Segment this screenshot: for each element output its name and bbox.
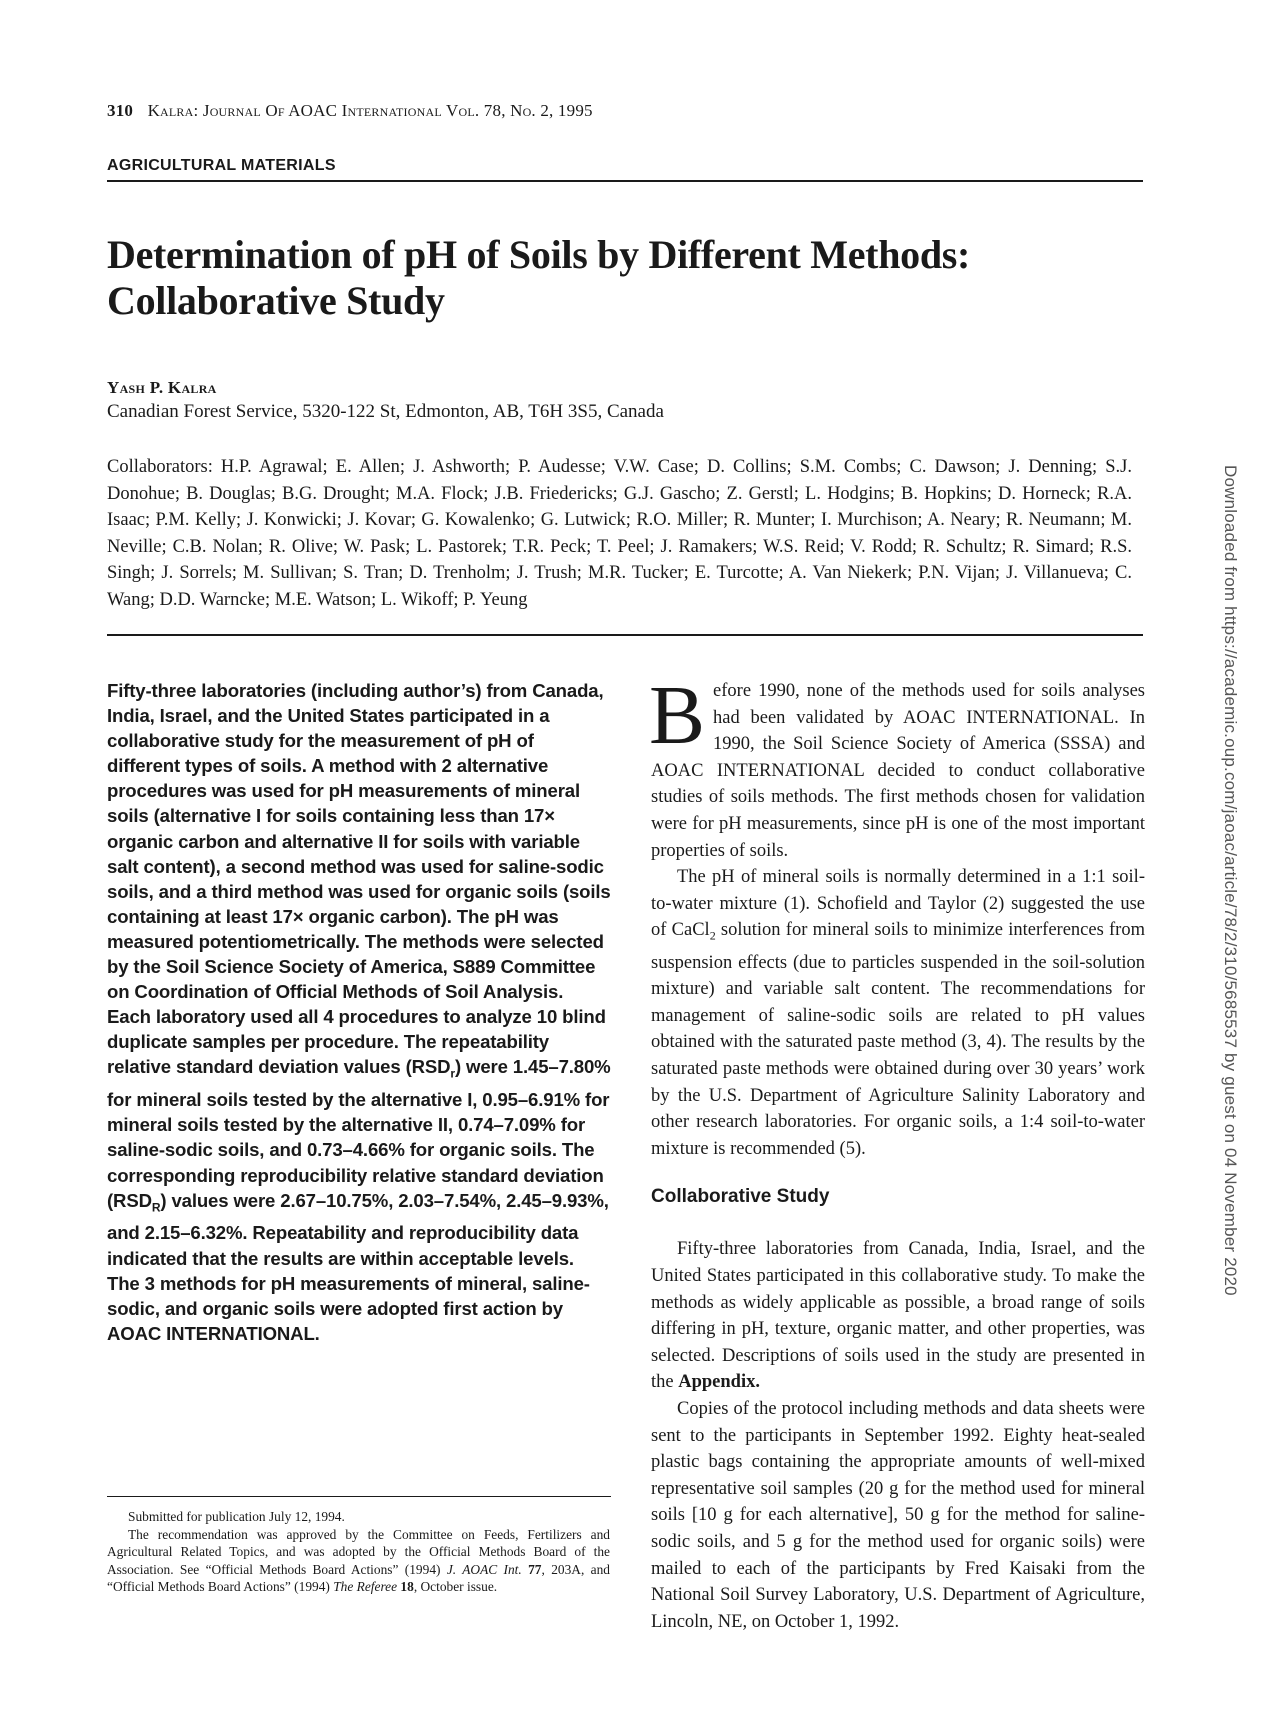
journal-citation: Kalra: Journal Of AOAC International Vol. 78, No. 2, 1995 — [147, 101, 593, 120]
collaborators-list: Collaborators: H.P. Agrawal; E. Allen; J. Ashworth; P. Audesse; V.W. Case; D. Collins; S.M. Combs; C. Dawson; J. Denning; S.J. Donohue; B. Douglas; B.G. Drought; M.A. Flock; J.B. Friedericks; G.J. Gascho; Z. Gerstl; L. Hodgins; B. Hopkins; D. Horneck; R.A. Isaac; P.M. Kelly; J. Konwicki; J. Kovar; G. Kowalenko; G. Lutwick; R.O. Miller; R. Munter; I. Murchison; A. Neary; R. Neumann; M. Neville; C.B. Nolan; R. Olive; W. Pask; L. Pastorek; T.R. Peck; T. Peel; J. Ramakers; W.S. Reid; V. Rodd; R. Schultz; R. Simard; R.S. Singh; J. Sorrels; M. Sullivan; S. Tran; D. Trenholm; J. Trush; M.R. Tucker; E. Turcotte; A. Van Niekerk; P.N. Vijan; J. Villanueva; C. Wang; D.D. Warncke; M.E. Watson; L. Wikoff; P. Yeung — [107, 457, 1132, 610]
intro-text: efore 1990, none of the methods used for soils analyses had been validated by AOAC INTERNATIONAL. In 1990, the Soil Science Society of America (SSSA) and AOAC INTERNATIONAL decided to conduct collaborative studies of soils methods. The first methods chosen for validation were for pH measurements, since pH is one of the most important properties of soils. — [651, 681, 1145, 861]
section-label: AGRICULTURAL MATERIALS — [107, 157, 336, 174]
footnote-vol-a: 77 — [521, 1561, 542, 1577]
footnote-rec-c: , October issue. — [413, 1579, 498, 1594]
ph-text-a: The pH of mineral soils is normally determined in a 1:1 soil-to-water mixture (1). Schofield and Taylor (2) suggested the use of CaCl — [651, 867, 1145, 941]
labs-text: Fifty-three laboratories from Canada, India, Israel, and the United States participated in this collaborative study. To make the methods as widely applicable as possible, a broad range of soils differing in pH, texture, organic matter, and other properties, was selected. Descriptions of soils used in the study are presented in the — [651, 1239, 1145, 1393]
drop-cap: B — [649, 669, 706, 762]
ph-sub: 2 — [709, 929, 716, 944]
footnote-journal-b: The Referee — [333, 1579, 398, 1594]
labs-paragraph — [651, 1236, 1145, 1396]
abstract-text-3: ) values were 2.67–10.75%, 2.03–7.54%, 2.45–9.93%, and 2.15–6.32%. Repeatability and reproducibility data indicated that the results are within acceptable levels. The 3 methods for pH measurements of mineral, saline-sodic, and organic soils were adopted first action by AOAC INTERNATIONAL. — [107, 1189, 609, 1344]
intro-paragraph — [649, 669, 1145, 864]
section-rule — [107, 180, 1143, 182]
footnote-journal-a: J. AOAC Int. — [446, 1561, 522, 1577]
footnote-submitted: Submitted for publication July 12, 1994. — [128, 1509, 345, 1524]
abstract-sub-R: R — [151, 1200, 161, 1215]
page-number: 310 — [107, 101, 134, 120]
collaborative-study-heading: Collaborative Study — [651, 1186, 830, 1208]
footnotes — [107, 1508, 610, 1596]
running-head — [107, 101, 593, 121]
footnote-recommendation — [107, 1526, 610, 1596]
abstract-text-2: ) were 1.45–7.80% for mineral soils tested by the alternative I, 0.95–6.91% for mineral soils tested by the alternative II, 0.74–7.09% for saline-sodic soils, and 0.73–4.66% for organic soils. The corresponding reproducibility relative standard deviation (RSD — [107, 1056, 611, 1211]
ph-paragraph — [651, 864, 1145, 1162]
abstract-text-1: Fifty-three laboratories (including author’s) from Canada, India, Israel, and the United States participated in a collaborative study for the measurement of pH of different types of soils. A method with 2 alternative procedures was used for pH measurements of mineral soils (alternative I for soils containing less than 17× organic carbon and alternative II for soils with variable salt content), a second method was used for saline-sodic soils, and a third method was used for organic soils (soils containing at least 17× organic carbon). The pH was measured potentiometrically. The methods were selected by the Soil Science Society of America, S889 Committee on Coordination of Official Methods of Soil Analysis. Each laboratory used all 4 procedures to analyze 10 blind duplicate samples per procedure. The repeatability relative standard deviation values (RSD — [107, 680, 611, 1078]
footnote-rec-a: The recommendation was approved by the Committee on Feeds, Fertilizers and Agricultural Related Topics, and was adopted by the Official Methods Board of the Association. See “Official Methods Board Actions” (1994) — [107, 1526, 610, 1577]
download-watermark: Downloaded from https://academic.oup.com/jaoac/article/78/2/310/5685537 by guest on 04 November 2020 — [1221, 465, 1240, 1296]
article-title: Determination of pH of Soils by Different Methods: Collaborative Study — [107, 232, 971, 323]
footnote-rec-b: , 203A, and “Official Methods Board Actions” (1994) — [107, 1561, 610, 1594]
footnote-vol-b: 18 — [397, 1579, 414, 1594]
ph-text-b: solution for mineral soils to minimize interferences from suspension effects (due to particles suspended in the soil-solution mixture) and variable salt content. The recommendations for management of saline-sodic soils are related to pH values obtained with the saturated paste method (3, 4). The results by the saturated paste methods were obtained during over 30 years’ work by the U.S. Department of Agriculture Salinity Laboratory and other research laboratories. For organic soils, a 1:4 soil-to-water mixture is recommended (5). — [651, 920, 1145, 1159]
abstract — [107, 678, 611, 1346]
header-rule — [107, 634, 1143, 636]
author-affiliation: Canadian Forest Service, 5320-122 St, Edmonton, AB, T6H 3S5, Canada — [107, 401, 664, 422]
author-name: Yash P. Kalra — [107, 378, 217, 397]
footnote-rule — [107, 1496, 611, 1497]
abstract-sub-r: r — [450, 1067, 455, 1082]
protocol-paragraph: Copies of the protocol including methods and data sheets were sent to the participants in September 1992. Eighty heat-sealed plastic bags containing the appropriate amounts of well-mixed representative soil samples (20 g for the method used for mineral soils [10 g for each alternative], 50 g for the method for saline-sodic soils, and 5 g for the method used for organic soils) were mailed to each of the participants by Fred Kaisaki from the National Soil Survey Laboratory, U.S. Department of Agriculture, Lincoln, NE, on October 1, 1992. — [651, 1398, 1145, 1632]
body-column — [649, 669, 1145, 1635]
appendix-ref: Appendix. — [678, 1372, 760, 1393]
